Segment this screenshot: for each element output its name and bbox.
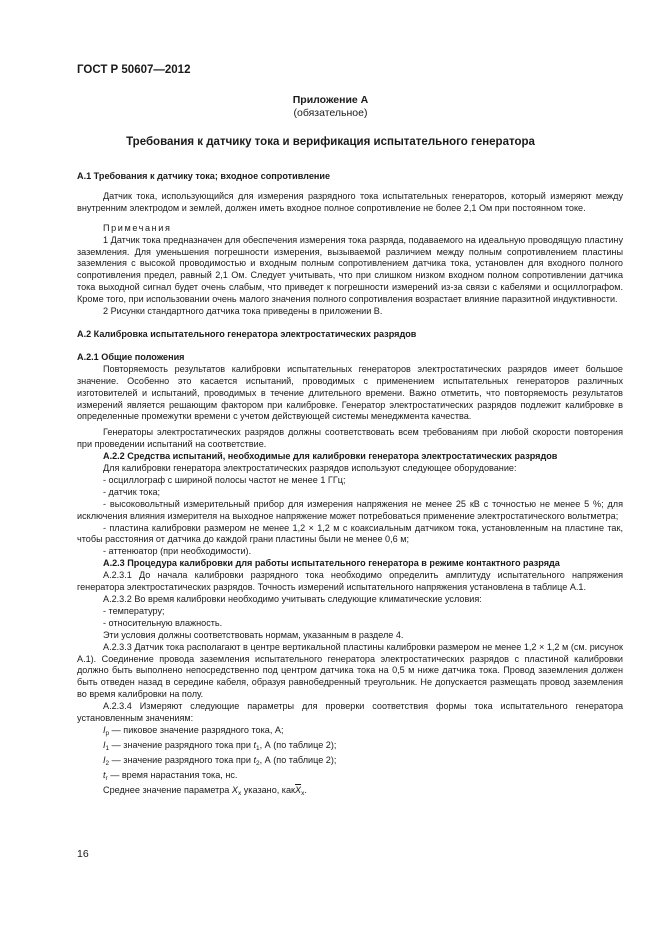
mean-value-line: Среднее значение параметра $X_x$ указано, $как\overline{X}_x$. [103, 784, 307, 797]
parameter-line: $I_2$ — значение разрядного тока при $t_2$, А (по таблице 2); [103, 754, 337, 767]
paragraph: А.2.3.2 Во время калибровки необходимо учитывать следующие климатические условия: [103, 594, 482, 604]
appendix-heading: Требования к датчику тока и верификация испытательного генератора [126, 136, 535, 148]
list-item: - аттенюатор (при необходимости). [103, 546, 252, 557]
list-item: - температуру; [103, 605, 165, 616]
appendix-status: (обязательное) [293, 107, 368, 119]
parameter-line: $I_1$ — значение разрядного тока при $t_1$, А (по таблице 2); [103, 739, 337, 752]
section-a21-heading: А.2.1 Общие положения [77, 351, 185, 362]
notes-label: Примечания [103, 222, 172, 233]
list-item: - пластина калибровки размером не менее 1,2 × 1,2 м с коаксиальным датчиком тока, установленным на пластине так, чтобы расстояния от датчика до каждой грани пластины были не менее 0,6 м; [77, 522, 623, 545]
section-a23-heading: А.2.3 Процедура калибровки для работы испытательного генератора в режиме контактного разряда [103, 558, 560, 569]
note-2: 2 Рисунки стандартного датчика тока приведены в приложении В. [103, 306, 383, 317]
parameter-line: $t_r$ — время нарастания тока, нс. [103, 769, 238, 782]
paragraph: Эти условия должны соответствовать нормам, указанным в разделе 4. [103, 629, 404, 640]
list-item: - относительную влажность. [103, 617, 223, 628]
parameter-line: $I_p$ — пиковое значение разрядного тока, А; [103, 724, 284, 737]
list-item: - датчик тока; [103, 486, 161, 497]
section-a2-heading: А.2 Калибровка испытательного генератора электростатических разрядов [77, 328, 417, 339]
paragraph: А.2.3.3 Датчик тока располагают в центре вертикальной пластины калибровки размером не менее 1,2 × 1,2 м (см. рисунок А.1). Соединение провода заземления испытательного генератора электростатических разрядов с пластиной калибровки должно быть выполнено непосредственно под центром датчика тока на 0,5 м ниже датчика тока. Провод заземления должен быть отведен назад в середине кабеля, образуя равнобедренный треугольник. Не допускается размещать провод заземления во время калибровки на полу. [77, 641, 623, 700]
page-number: 16 [77, 848, 89, 860]
paragraph: А.2.3.4 Измеряют следующие параметры для проверки соответствия формы тока испытательного генератора установленным значениям: [77, 701, 623, 724]
standard-header: ГОСТ Р 50607—2012 [77, 64, 191, 76]
list-item: - высоковольтный измерительный прибор для измерения напряжения не менее 25 кВ с точностью не менее 5 %; для исключения влияния измерителя на выходное напряжение может потребоваться применение электростатического вольтметра; [77, 498, 623, 521]
section-a1-heading: А.1 Требования к датчику тока; входное сопротивление [77, 171, 331, 181]
appendix-title: Приложение А [292, 94, 369, 106]
paragraph: Генераторы электростатических разрядов должны соответствовать всем требованиям при любой скорости повторения при проведении испытаний на соответствие. [77, 427, 623, 450]
paragraph: Для калибровки генератора электростатических разрядов используют следующее оборудование: [103, 463, 517, 474]
paragraph: Повторяемость результатов калибровки испытательных генераторов электростатических разрядов имеет большое значение. Особенно это касается испытаний, проводимых с применением испытательных генераторов различных изготовителей и испытаний, проводимых в течение длительного времени. Важно отметить, что повторяемость результатов измерений является решающим фактором при калибровке. Генератор электростатических разрядов подлежит калибровке в определенные промежутки времени с учетом действующей системы менеджмента качества. [77, 363, 623, 422]
note-1: 1 Датчик тока предназначен для обеспечения измерения тока разряда, подаваемого на идеальную проводящую пластину заземления. Для уменьшения погрешности измерения, вызываемой различием между полным сопротивлением пластины заземления с высокой проводимостью и входным полным сопротивлением датчика тока, установлен для входного полного сопротивления предел, равный 2,1 Ом. Следует учитывать, что при слишком низком входном полном сопротивлении датчика тока выходной сигнал будет очень слабым, что приведет к погрешности измерений из-за связи с кабелями и осциллографом. Кроме того, при использовании очень малого значения полного сопротивления возрастает влияние паразитной индуктивности. [77, 234, 623, 305]
section-a22-heading: А.2.2 Средства испытаний, необходимые для калибровки генератора электростатических разрядов [103, 451, 558, 462]
paragraph: Датчик тока, использующийся для измерения разрядного тока испытательных генераторов, который измеряют между внутренним электродом и землей, должен иметь входное полное сопротивление не более 2,1 Ом при постоянном токе. [77, 190, 623, 213]
list-item: - осциллограф с шириной полосы частот не менее 1 ГГц; [103, 474, 346, 485]
paragraph: А.2.3.1 До начала калибровки разрядного тока необходимо определить амплитуду испытательного напряжения генератора электростатических разрядов. Точность измерений испытательного напряжения установлена в таблице А.1. [77, 570, 623, 593]
body-text [77, 171, 623, 800]
